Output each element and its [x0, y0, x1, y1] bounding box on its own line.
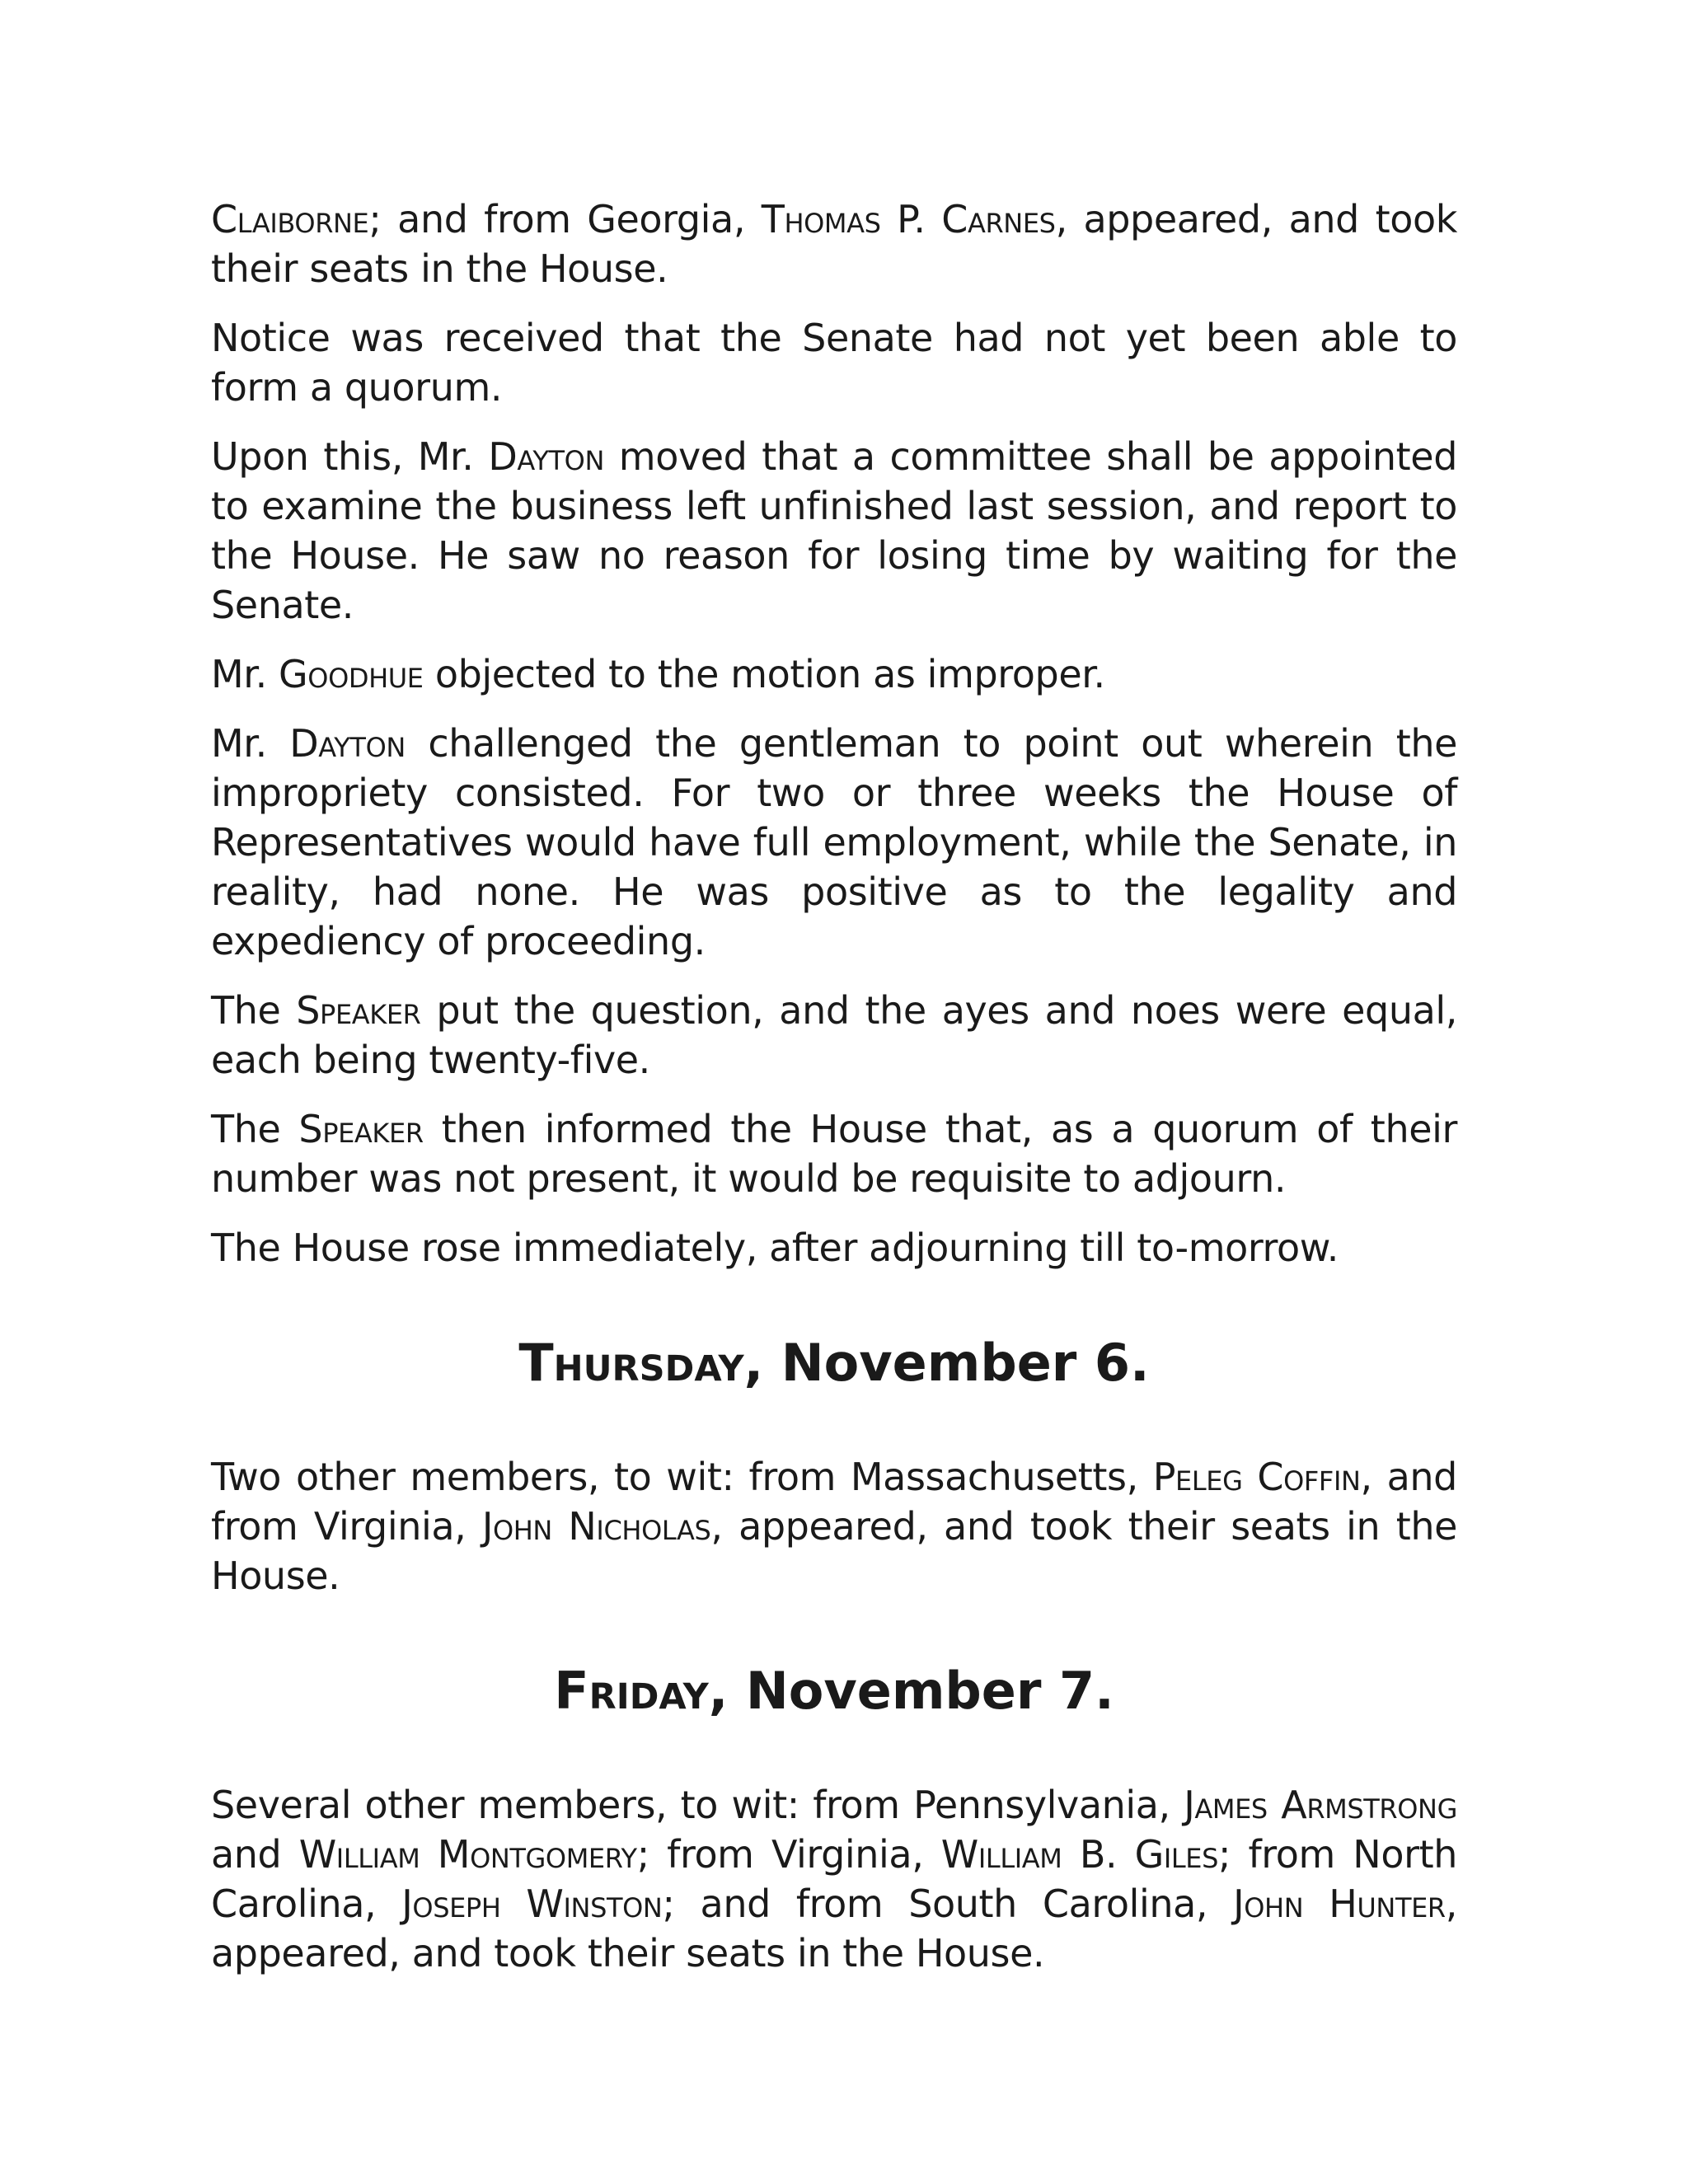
paragraph-text: Mr. [211, 652, 279, 696]
paragraph-4 [211, 649, 1457, 699]
member-name: Goodhue [279, 652, 424, 696]
paragraph-text: challenged the gentleman to point out wherein the impropriety consisted. For two or three weeks the House of Representatives would have full employment, while the Senate, in reality, had none. He was positive as to the legality and expediency of proceeding. [211, 721, 1457, 963]
heading-day: Thursday [518, 1333, 744, 1393]
member-name: Thomas P. Carnes [761, 197, 1056, 241]
member-name: James Armstrong [1184, 1783, 1457, 1827]
paragraph-text: Mr. [211, 721, 290, 766]
member-name: Dayton [488, 434, 604, 479]
paragraph-text: , appeared, and took their seats in the House. [211, 1882, 1457, 1975]
paragraph-text: Two other members, to wit: from Massachusetts, [211, 1455, 1153, 1499]
paragraph-text: and [211, 1832, 299, 1877]
paragraph-text: then informed the House that, as a quorum of their number was not present, it would be requisite to adjourn. [211, 1107, 1457, 1201]
paragraph-10 [211, 1780, 1457, 1978]
paragraph-text: Several other members, to wit: from Pennsylvania, [211, 1783, 1184, 1827]
member-name: Claiborne [211, 197, 369, 241]
paragraph-text: The [211, 1107, 299, 1151]
heading-day: Friday [554, 1661, 709, 1721]
heading-date: , November 6. [743, 1333, 1150, 1393]
paragraph-text: objected to the motion as improper. [423, 652, 1105, 696]
paragraph-text: , and from Virginia, [211, 1455, 1457, 1549]
member-name: John Nicholas [481, 1504, 711, 1549]
paragraph-3 [211, 432, 1457, 630]
member-name: Dayton [289, 721, 406, 766]
paragraph-text: ; from North Carolina, [211, 1832, 1457, 1926]
document-page [211, 194, 1457, 1998]
member-name: William B. Giles [940, 1832, 1219, 1877]
paragraph-6 [211, 986, 1457, 1085]
speaker-title: Speaker [296, 988, 421, 1033]
paragraph-text: put the question, and the ayes and noes were equal, each being twenty-five. [211, 988, 1457, 1082]
section-heading-thursday [211, 1332, 1457, 1394]
paragraph-text: moved that a committee shall be appointed to examine the business left unfinished last session, and report to the House. He saw no reason for losing time by waiting for the Senate. [211, 434, 1457, 627]
member-name: Joseph Winston [401, 1882, 663, 1926]
paragraph-text: ; from Virginia, [636, 1832, 941, 1877]
paragraph-5 [211, 719, 1457, 966]
member-name: William Montgomery [298, 1832, 637, 1877]
member-name: John Hunter [1233, 1882, 1446, 1926]
speaker-title: Speaker [298, 1107, 424, 1151]
heading-date: , November 7. [708, 1661, 1114, 1721]
paragraph-text: , appeared, and took their seats in the House. [211, 197, 1457, 291]
paragraph-text: The [211, 988, 297, 1033]
paragraph-text: Upon this, Mr. [211, 434, 489, 479]
member-name: Peleg Coffin [1152, 1455, 1361, 1499]
paragraph-8: The House rose immediately, after adjourning till to-morrow. [211, 1226, 1339, 1270]
paragraph-1 [211, 194, 1457, 293]
paragraph-text: , appeared, and took their seats in the House. [211, 1504, 1458, 1598]
paragraph-7 [211, 1104, 1457, 1203]
section-heading-friday [211, 1660, 1457, 1722]
paragraph-2: Notice was received that the Senate had not yet been able to form a quorum. [211, 316, 1457, 410]
paragraph-9 [211, 1452, 1457, 1601]
paragraph-text: ; and from South Carolina, [662, 1882, 1234, 1926]
paragraph-text: ; and from Georgia, [368, 197, 762, 241]
